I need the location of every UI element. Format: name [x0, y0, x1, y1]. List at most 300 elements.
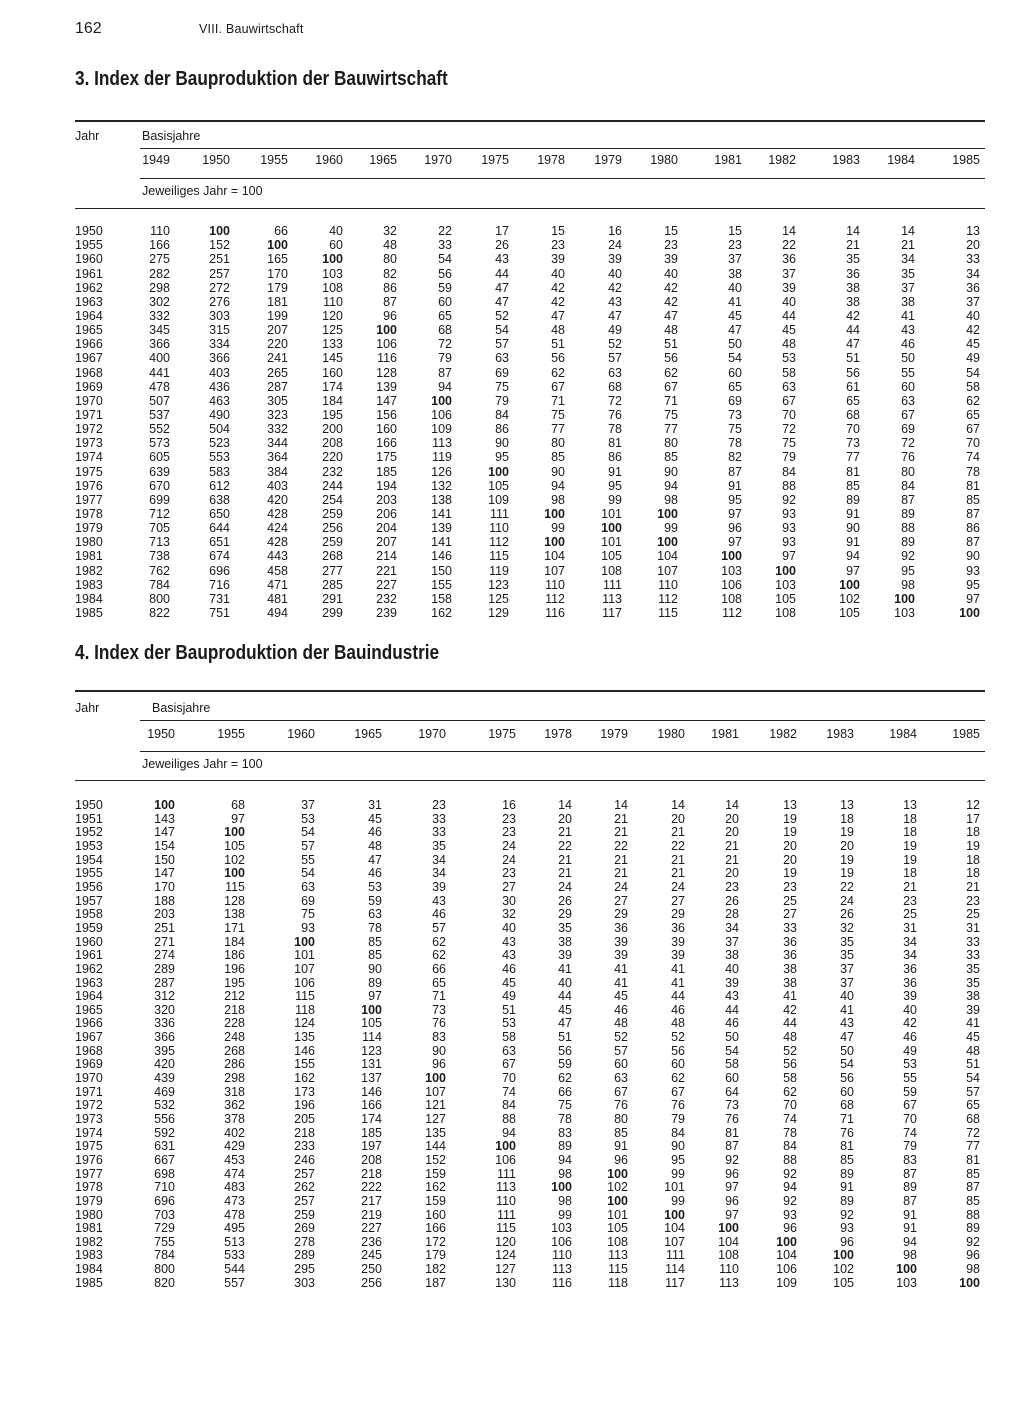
- table-row: [75, 436, 985, 450]
- table-row: [75, 1153, 985, 1167]
- table-cell: 332: [267, 422, 288, 437]
- table-cell: 34: [432, 866, 446, 881]
- table-cell: 85: [368, 934, 382, 949]
- table-cell: 45: [558, 1002, 572, 1017]
- table-cell: 18: [966, 852, 980, 867]
- table-cell: 43: [502, 934, 516, 949]
- table-cell: 38: [966, 989, 980, 1004]
- table-cell: 95: [671, 1152, 685, 1167]
- table-cell: 67: [903, 1098, 917, 1113]
- table-row: [75, 507, 985, 521]
- table-cell: 45: [966, 337, 980, 352]
- table-cell: 81: [846, 464, 860, 479]
- table-cell: 87: [725, 1139, 739, 1154]
- table-cell: 98: [903, 1248, 917, 1263]
- table-cell: 63: [901, 393, 915, 408]
- table-body: [75, 798, 985, 1308]
- table-cell: 110: [489, 521, 509, 536]
- table-row: [75, 1044, 985, 1058]
- table-cell: 631: [154, 1139, 175, 1154]
- table-row: [75, 422, 985, 436]
- table-cell: 69: [728, 393, 742, 408]
- table-cell: 23: [903, 893, 917, 908]
- table-cell: 132: [431, 478, 452, 493]
- table-cell: 52: [614, 1030, 628, 1045]
- table-cell: 76: [901, 450, 915, 465]
- row-year: 1955: [75, 866, 103, 881]
- table-cell: 115: [496, 1221, 516, 1236]
- table-cell: 271: [154, 934, 175, 949]
- row-year: 1960: [75, 252, 103, 267]
- table-cell: 57: [301, 839, 315, 853]
- table-row: [75, 549, 985, 563]
- table-cell: 43: [608, 294, 622, 309]
- table-cell: 105: [607, 1221, 628, 1236]
- table-cell: 710: [154, 1180, 175, 1195]
- table-row: [75, 252, 985, 266]
- table-cell: 53: [301, 811, 315, 826]
- table-cell: 227: [376, 577, 397, 592]
- table-cell: 378: [224, 1111, 245, 1126]
- table-cell: 98: [551, 492, 565, 507]
- table-cell: 362: [224, 1098, 245, 1113]
- table-cell: 40: [840, 989, 854, 1004]
- table-cell: 77: [664, 422, 678, 437]
- table-cell: 471: [267, 577, 288, 592]
- table-cell: 96: [383, 308, 397, 323]
- table-cell: 38: [558, 934, 572, 949]
- table-cell: 206: [376, 507, 397, 521]
- table-cell: 70: [782, 408, 796, 422]
- table-cell: 60: [614, 1057, 628, 1072]
- table-cell: 34: [903, 934, 917, 949]
- row-year: 1968: [75, 1043, 103, 1058]
- table-row: [75, 962, 985, 976]
- table-row: [75, 1071, 985, 1085]
- table-cell: 48: [966, 1043, 980, 1058]
- table-cell: 111: [665, 1248, 685, 1263]
- table-cell: 21: [558, 852, 572, 867]
- table-cell: 89: [840, 1193, 854, 1208]
- table-cell: 478: [149, 379, 170, 394]
- table-cell: 23: [551, 238, 565, 253]
- table-cell: 89: [901, 535, 915, 550]
- table-cell: 79: [671, 1111, 685, 1126]
- table-cell: 155: [294, 1057, 315, 1072]
- table-cell: 104: [776, 1248, 797, 1263]
- table-cell: 34: [725, 920, 739, 935]
- row-year: 1965: [75, 1002, 103, 1017]
- column-header-1978: 1978: [544, 727, 572, 741]
- table-cell: 287: [154, 975, 175, 990]
- column-header-1955: 1955: [217, 727, 245, 741]
- table-cell: 251: [209, 252, 230, 267]
- table-cell: 43: [495, 252, 509, 267]
- table-cell: 403: [209, 365, 230, 380]
- table-cell: 39: [614, 948, 628, 963]
- table-cell: 45: [502, 975, 516, 990]
- table-cell: 47: [558, 1016, 572, 1031]
- table-cell: 92: [966, 1234, 980, 1249]
- table-cell: 88: [783, 1152, 797, 1167]
- table-cell: 45: [368, 811, 382, 826]
- table-cell: 39: [608, 252, 622, 267]
- table-cell: 36: [783, 934, 797, 949]
- table-cell: 19: [903, 852, 917, 867]
- table-cell: 573: [149, 436, 170, 451]
- table-cell: 200: [322, 422, 343, 437]
- table-cell: 17: [966, 811, 980, 826]
- table-cell: 256: [322, 521, 343, 536]
- row-year: 1978: [75, 507, 103, 521]
- table-cell: 60: [728, 365, 742, 380]
- table-cell: 54: [301, 866, 315, 881]
- table-cell: 47: [840, 1030, 854, 1045]
- table-cell: 46: [502, 961, 516, 976]
- table-cell: 90: [664, 464, 678, 479]
- column-header-1979: 1979: [600, 727, 628, 741]
- table-cell: 110: [323, 294, 343, 309]
- table-cell: 174: [361, 1111, 382, 1126]
- table-cell: 135: [425, 1125, 446, 1140]
- table-cell: 46: [901, 337, 915, 352]
- table-cell: 52: [671, 1030, 685, 1045]
- table-cell: 179: [267, 280, 288, 295]
- table-cell: 21: [671, 852, 685, 867]
- table-cell: 100: [495, 1139, 516, 1154]
- table-cell: 46: [725, 1016, 739, 1031]
- table-cell: 80: [383, 252, 397, 267]
- table-cell: 44: [725, 1002, 739, 1017]
- table-cell: 46: [368, 825, 382, 840]
- column-header-1978: 1978: [537, 153, 565, 167]
- table-cell: 291: [322, 591, 343, 606]
- table-cell: 78: [728, 436, 742, 451]
- table-cell: 146: [431, 549, 452, 564]
- table-cell: 166: [361, 1098, 382, 1113]
- row-year: 1984: [75, 591, 103, 606]
- table-cell: 88: [901, 521, 915, 536]
- table-cell: 14: [725, 798, 739, 812]
- table-cell: 19: [840, 825, 854, 840]
- table-cell: 47: [846, 337, 860, 352]
- table-cell: 24: [502, 839, 516, 853]
- row-year: 1983: [75, 1248, 103, 1263]
- table-cell: 30: [502, 893, 516, 908]
- table-cell: 73: [728, 408, 742, 422]
- table-cell: 31: [966, 920, 980, 935]
- table-cell: 39: [671, 948, 685, 963]
- table-cell: 46: [432, 907, 446, 922]
- table-cell: 106: [776, 1262, 797, 1277]
- table-cell: 246: [294, 1152, 315, 1167]
- table-row: [75, 450, 985, 464]
- table-cell: 112: [489, 535, 509, 550]
- table-cell: 106: [376, 337, 397, 352]
- table-cell: 87: [383, 294, 397, 309]
- table-cell: 299: [322, 606, 343, 621]
- row-year: 1971: [75, 408, 103, 422]
- table-cell: 58: [502, 1030, 516, 1045]
- table-cell: 87: [903, 1166, 917, 1181]
- table-cell: 54: [728, 351, 742, 366]
- table-cell: 53: [368, 879, 382, 894]
- table-cell: 83: [558, 1125, 572, 1140]
- table-cell: 54: [438, 252, 452, 267]
- column-header-1985: 1985: [952, 153, 980, 167]
- table-cell: 33: [783, 920, 797, 935]
- table-cell: 13: [840, 798, 854, 812]
- table-cell: 67: [664, 379, 678, 394]
- table-row: [75, 337, 985, 351]
- table-cell: 24: [608, 238, 622, 253]
- table-cell: 54: [495, 323, 509, 337]
- table-cell: 42: [551, 280, 565, 295]
- table-cell: 141: [431, 507, 452, 521]
- table-cell: 48: [383, 238, 397, 253]
- table-row: [75, 1030, 985, 1044]
- table-cell: 236: [361, 1234, 382, 1249]
- table-cell: 113: [719, 1275, 739, 1290]
- table-cell: 43: [840, 1016, 854, 1031]
- table-cell: 97: [368, 989, 382, 1004]
- table-cell: 67: [551, 379, 565, 394]
- table-cell: 37: [725, 934, 739, 949]
- table-cell: 96: [783, 1221, 797, 1236]
- table-cell: 33: [438, 238, 452, 253]
- basisjahre-rule: [140, 148, 985, 149]
- table-cell: 254: [322, 492, 343, 507]
- table-cell: 59: [903, 1084, 917, 1099]
- table-cell: 56: [840, 1071, 854, 1085]
- table-cell: 120: [495, 1234, 516, 1249]
- table-cell: 105: [775, 591, 796, 606]
- table-cell: 203: [376, 492, 397, 507]
- row-year: 1978: [75, 1180, 103, 1195]
- table-cell: 214: [376, 549, 397, 564]
- table-cell: 113: [552, 1262, 572, 1277]
- table-cell: 97: [782, 549, 796, 564]
- table-cell: 66: [558, 1084, 572, 1099]
- table-cell: 90: [495, 436, 509, 451]
- table-cell: 33: [966, 934, 980, 949]
- table-cell: 46: [671, 1002, 685, 1017]
- table-cell: 667: [154, 1152, 175, 1167]
- page-header: [75, 18, 985, 46]
- table-cell: 100: [718, 1221, 739, 1236]
- table-cell: 47: [495, 294, 509, 309]
- table-cell: 135: [294, 1030, 315, 1045]
- table-cell: 139: [376, 379, 397, 394]
- table-cell: 36: [903, 975, 917, 990]
- table-cell: 98: [558, 1166, 572, 1181]
- table-cell: 219: [361, 1207, 382, 1222]
- table-cell: 366: [154, 1030, 175, 1045]
- table-cell: 58: [725, 1057, 739, 1072]
- table-cell: 100: [224, 825, 245, 840]
- table-cell: 29: [558, 907, 572, 922]
- table-row: [75, 907, 985, 921]
- table-row: [75, 1139, 985, 1153]
- table-cell: 53: [903, 1057, 917, 1072]
- table-cell: 35: [846, 252, 860, 267]
- table-cell: 58: [966, 379, 980, 394]
- table-row: [75, 535, 985, 549]
- table-cell: 90: [368, 961, 382, 976]
- table-cell: 298: [149, 280, 170, 295]
- table-cell: 15: [728, 224, 742, 238]
- table-cell: 90: [551, 464, 565, 479]
- table-cell: 100: [601, 521, 622, 536]
- table-cell: 220: [267, 337, 288, 352]
- column-header-1950: 1950: [202, 153, 230, 167]
- table-cell: 26: [840, 907, 854, 922]
- table-cell: 54: [840, 1057, 854, 1072]
- table-cell: 13: [783, 798, 797, 812]
- table-cell: 62: [558, 1071, 572, 1085]
- table-cell: 16: [608, 224, 622, 238]
- table-cell: 65: [438, 308, 452, 323]
- table-row: [75, 853, 985, 867]
- chapter-title: VIII. Bauwirtschaft: [199, 22, 304, 36]
- column-header-1950: 1950: [147, 727, 175, 741]
- table-cell: 35: [432, 839, 446, 853]
- table-cell: 268: [322, 549, 343, 564]
- table-cell: 712: [149, 507, 170, 521]
- table-cell: 21: [901, 238, 915, 253]
- table-cell: 39: [614, 934, 628, 949]
- table-row: [75, 921, 985, 935]
- table-row: [75, 1016, 985, 1030]
- table-cell: 111: [496, 1207, 516, 1222]
- table-cell: 34: [903, 948, 917, 963]
- row-year: 1963: [75, 294, 103, 309]
- table-cell: 101: [601, 535, 622, 550]
- table-cell: 185: [361, 1125, 382, 1140]
- table-cell: 473: [224, 1193, 245, 1208]
- table-cell: 54: [966, 1071, 980, 1085]
- table-cell: 40: [329, 224, 343, 238]
- row-year: 1966: [75, 337, 103, 352]
- table-cell: 68: [438, 323, 452, 337]
- table-cell: 93: [301, 920, 315, 935]
- column-header-1979: 1979: [594, 153, 622, 167]
- table-cell: 289: [154, 961, 175, 976]
- table-cell: 147: [376, 393, 397, 408]
- table-cell: 36: [783, 948, 797, 963]
- table-cell: 70: [846, 422, 860, 437]
- table-cell: 245: [361, 1248, 382, 1263]
- table-cell: 101: [294, 948, 315, 963]
- row-year: 1951: [75, 811, 103, 826]
- table-cell: 39: [671, 934, 685, 949]
- table-cell: 32: [840, 920, 854, 935]
- table-row: [75, 323, 985, 337]
- table-cell: 40: [551, 266, 565, 281]
- basisjahre-header: Basisjahre: [152, 701, 211, 715]
- table-row: [75, 1098, 985, 1112]
- table-cell: 19: [966, 839, 980, 853]
- table-cell: 257: [209, 266, 230, 281]
- table-cell: 23: [966, 893, 980, 908]
- table-cell: 100: [209, 224, 230, 238]
- table-cell: 155: [431, 577, 452, 592]
- table-cell: 222: [361, 1180, 382, 1195]
- table-cell: 41: [614, 975, 628, 990]
- table-cell: 123: [488, 577, 509, 592]
- table-cell: 71: [551, 393, 565, 408]
- table-cell: 86: [495, 422, 509, 437]
- table-cell: 87: [966, 535, 980, 550]
- table-cell: 87: [901, 492, 915, 507]
- column-header-1955: 1955: [260, 153, 288, 167]
- table-cell: 73: [846, 436, 860, 451]
- table-cell: 729: [154, 1221, 175, 1236]
- table-4-title: 4. Index der Bauproduktion der Bauindustrie: [75, 642, 440, 664]
- table-row: [75, 1248, 985, 1262]
- row-year: 1966: [75, 1016, 103, 1031]
- table-3-title: 3. Index der Bauproduktion der Bauwirtschaft: [75, 68, 448, 90]
- table-cell: 78: [783, 1125, 797, 1140]
- table-cell: 21: [725, 839, 739, 853]
- table-cell: 83: [903, 1152, 917, 1167]
- table-cell: 532: [154, 1098, 175, 1113]
- row-year: 1980: [75, 535, 103, 550]
- table-cell: 100: [657, 535, 678, 550]
- table-cell: 364: [267, 450, 288, 465]
- row-year: 1974: [75, 450, 103, 465]
- table-cell: 93: [782, 507, 796, 521]
- table-cell: 80: [664, 436, 678, 451]
- table-cell: 35: [966, 961, 980, 976]
- column-header-1983: 1983: [832, 153, 860, 167]
- table-cell: 323: [267, 408, 288, 422]
- table-cell: 60: [438, 294, 452, 309]
- table-cell: 92: [782, 492, 796, 507]
- table-cell: 68: [846, 408, 860, 422]
- column-header-1949: 1949: [142, 153, 170, 167]
- table-cell: 79: [438, 351, 452, 366]
- table-cell: 336: [154, 1016, 175, 1031]
- table-cell: 24: [558, 879, 572, 894]
- table-cell: 40: [725, 961, 739, 976]
- table-cell: 207: [267, 323, 288, 337]
- table-cell: 87: [728, 464, 742, 479]
- table-cell: 159: [425, 1193, 446, 1208]
- table-cell: 713: [149, 535, 170, 550]
- table-cell: 312: [154, 989, 175, 1004]
- table-cell: 84: [495, 408, 509, 422]
- table-cell: 100: [361, 1002, 382, 1017]
- table-cell: 113: [608, 1248, 628, 1263]
- table-cell: 68: [840, 1098, 854, 1113]
- table-cell: 44: [495, 266, 509, 281]
- table-cell: 89: [558, 1139, 572, 1154]
- column-header-1970: 1970: [418, 727, 446, 741]
- table-cell: 107: [294, 961, 315, 976]
- table-cell: 21: [614, 811, 628, 826]
- table-cell: 75: [495, 379, 509, 394]
- row-year: 1968: [75, 365, 103, 380]
- table-cell: 37: [901, 280, 915, 295]
- table-cell: 76: [608, 408, 622, 422]
- table-cell: 90: [432, 1043, 446, 1058]
- table-cell: 537: [149, 408, 170, 422]
- table-cell: 100: [322, 252, 343, 267]
- table-cell: 111: [602, 577, 622, 592]
- table-cell: 100: [607, 1193, 628, 1208]
- table-cell: 81: [966, 478, 980, 493]
